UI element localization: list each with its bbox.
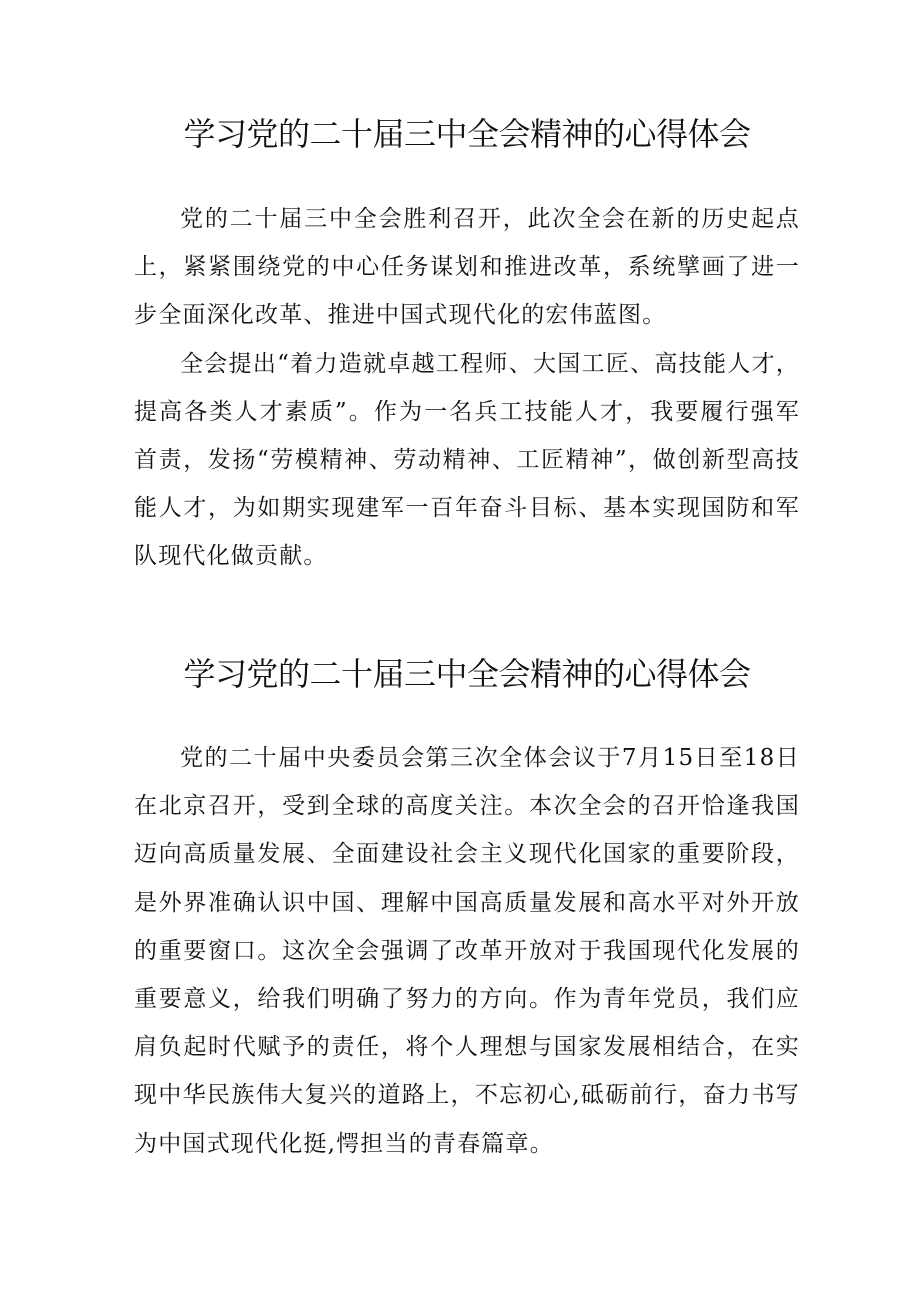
essay-paragraph: 党的二十届中央委员会第三次全体会议于7月15日至18日在北京召开，受到全球的高度关注。本次全会的召开恰逢我国迈向高质量发展、全面建设社会主义现代化国家的重要阶段，是外界准确认识中国、理解中国高质量发展和高水平对外开放的重要窗口。这次全会强调了改革开放对于我国现代化发展的重要意义，给我们明确了努力的方向。作为青年党员，我们应肩负起时代赋予的责任，将个人理想与国家发展相结合，在实现中华民族伟大复兴的道路上，不忘初心,砥砺前行，奋力书写为中国式现代化挺,愕担当的青春篇章。 <box>134 745 800 1157</box>
essay-title: 学习党的二十届三中全会精神的心得体会 <box>183 655 751 693</box>
essay-paragraph: 党的二十届三中全会胜利召开，此次全会在新的历史起点上，紧紧围绕党的中心任务谋划和推进改革，系统擘画了进一步全面深化改革、推进中国式现代化的宏伟蓝图。 <box>134 206 800 329</box>
essay-paragraph: 全会提出“着力造就卓越工程师、大国工匠、高技能人才，提高各类人才素质”。作为一名兵工技能人才，我要履行强军首责，发扬“劳模精神、劳动精神、工匠精神”，做创新型高技能人才，为如期实现建军一百年奋斗目标、基本实现国防和军队现代化做贡献。 <box>134 350 800 570</box>
essay-title: 学习党的二十届三中全会精神的心得体会 <box>183 115 751 153</box>
essay-section-1 <box>134 104 800 581</box>
essay-section-2 <box>134 644 800 1168</box>
